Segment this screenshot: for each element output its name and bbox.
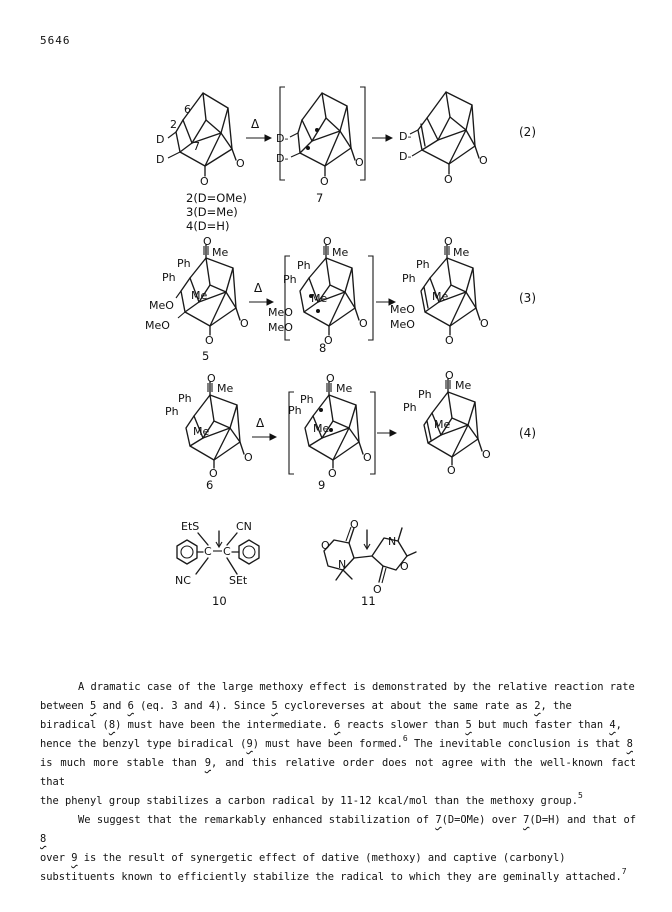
compound-11-number: 11 <box>361 594 376 608</box>
compound-10-structure <box>175 520 259 587</box>
svg-text:Ph: Ph <box>162 271 176 284</box>
eq2-num-7: 7 <box>193 140 200 153</box>
svg-text:O: O <box>324 334 333 347</box>
compound-9-number: 9 <box>318 478 326 492</box>
eq3-reactant <box>145 235 249 347</box>
eq4-heat-symbol: Δ <box>256 416 265 430</box>
svg-text:CN: CN <box>236 520 252 533</box>
page-number: 5646 <box>40 34 71 47</box>
svg-text:MeO: MeO <box>390 303 415 316</box>
paragraph-1-line-2: between 5 and 6 (eq. 3 and 4). Since 5 cycloreverses at about the same rate as 2, the <box>40 700 572 712</box>
svg-text:O: O <box>479 154 488 167</box>
svg-text:MeO: MeO <box>268 306 293 319</box>
eq4-intermediate <box>288 372 375 480</box>
paragraph-1-line-3: biradical (8) must have been the intermediate. 6 reacts slower than 5 but much faster than 4, <box>40 719 622 731</box>
eq2-o-right: O <box>236 157 245 170</box>
svg-text:SEt: SEt <box>229 574 248 587</box>
compound-8-number: 8 <box>319 341 327 355</box>
svg-text:O: O <box>203 235 212 248</box>
compound-4-caption: 4(D=H) <box>186 219 230 233</box>
svg-text:Ph: Ph <box>288 404 302 417</box>
svg-text:Ph: Ph <box>178 392 192 405</box>
eq4-label: (4) <box>519 426 536 440</box>
svg-text:Me: Me <box>311 292 328 305</box>
paragraph-2-line-1: We suggest that the remarkably enhanced stabilization of 7(D=OMe) over 7(D=H) and that of 8 <box>40 814 636 845</box>
svg-text:O: O <box>359 317 368 330</box>
eq2-label: (2) <box>519 125 536 139</box>
svg-text:Me: Me <box>455 379 472 392</box>
compound-2-caption: 2(D=OMe) <box>186 191 247 205</box>
eq2-prod-d-top: D- <box>399 130 412 143</box>
svg-text:MeO: MeO <box>145 319 170 332</box>
eq2-num-2: 2 <box>170 118 177 131</box>
svg-text:Ph: Ph <box>416 258 430 271</box>
svg-text:O: O <box>240 317 249 330</box>
svg-text:MeO: MeO <box>390 318 415 331</box>
svg-text:O: O <box>321 539 330 552</box>
svg-text:Me: Me <box>332 246 349 259</box>
eq2-d-top: D <box>156 133 165 146</box>
eq2-o-bottom: O <box>200 175 209 188</box>
svg-text:N: N <box>388 535 397 548</box>
svg-text:Me: Me <box>434 418 451 431</box>
svg-text:O: O <box>373 583 382 596</box>
eq4-reactant <box>165 372 253 480</box>
compound-6-number: 6 <box>206 478 214 492</box>
eq2-int-d-bot: D- <box>276 152 289 165</box>
compound-7-number: 7 <box>316 191 324 205</box>
eq3-product <box>390 235 489 347</box>
eq2-prod-d-bot: D- <box>399 150 412 163</box>
svg-text:Me: Me <box>336 382 353 395</box>
svg-text:O: O <box>447 464 456 477</box>
paragraph-1-line-5: is much more stable than 9, and this relative order does not agree with the well-known fact that <box>40 757 636 788</box>
svg-text:Me: Me <box>193 425 210 438</box>
svg-text:EtS: EtS <box>181 520 200 533</box>
svg-text:O: O <box>363 451 372 464</box>
svg-text:O: O <box>482 448 491 461</box>
svg-text:O: O <box>350 518 359 531</box>
eq3-intermediate <box>268 235 373 347</box>
svg-text:O: O <box>326 372 335 385</box>
svg-text:O: O <box>209 467 218 480</box>
compound-3-caption: 3(D=Me) <box>186 205 238 219</box>
svg-text:Me: Me <box>432 290 449 303</box>
svg-text:Ph: Ph <box>418 388 432 401</box>
svg-text:O: O <box>400 560 409 573</box>
svg-text:NC: NC <box>175 574 191 587</box>
eq3-heat-symbol: Δ <box>254 281 263 295</box>
svg-text:O: O <box>205 334 214 347</box>
compound-5-number: 5 <box>202 349 210 363</box>
eq2-product <box>399 92 488 186</box>
svg-text:Me: Me <box>217 382 234 395</box>
svg-text:Ph: Ph <box>402 272 416 285</box>
svg-text:O: O <box>480 317 489 330</box>
eq2-d-bot: D <box>156 153 165 166</box>
compound-11-structure <box>321 518 416 596</box>
svg-text:Ph: Ph <box>165 405 179 418</box>
paragraph-2-line-2: over 9 is the result of synergetic effect of dative (methoxy) and captive (carbonyl) <box>40 852 566 864</box>
svg-text:O: O <box>355 156 364 169</box>
paragraph-1-line-4: hence the benzyl type biradical (9) must have been formed.$^6$ The inevitable conclusion is that 8 <box>40 734 633 750</box>
svg-text:Me: Me <box>212 246 229 259</box>
svg-text:Ph: Ph <box>300 393 314 406</box>
svg-text:O: O <box>323 235 332 248</box>
eq4-product <box>403 369 491 477</box>
svg-text:O: O <box>320 175 329 188</box>
body-text <box>40 678 636 887</box>
eq2-intermediate <box>276 87 365 188</box>
svg-text:O: O <box>445 334 454 347</box>
svg-text:Ph: Ph <box>403 401 417 414</box>
eq2-int-d-top: D- <box>276 132 289 145</box>
svg-text:MeO: MeO <box>149 299 174 312</box>
svg-text:Me: Me <box>313 422 330 435</box>
paragraph-1-line-6: the phenyl group stabilizes a carbon radical by 11-12 kcal/mol than the methoxy group.$^5$ <box>40 791 583 807</box>
svg-text:MeO: MeO <box>268 321 293 334</box>
eq2-heat-symbol: Δ <box>251 117 260 131</box>
paragraph-1-line-1: A dramatic case of the large methoxy effect is demonstrated by the relative reaction rate <box>78 681 635 693</box>
svg-text:O: O <box>328 467 337 480</box>
svg-text:O: O <box>207 372 216 385</box>
svg-text:O: O <box>244 451 253 464</box>
svg-text:O: O <box>444 235 453 248</box>
svg-text:N: N <box>338 558 347 571</box>
svg-text:Me: Me <box>453 246 470 259</box>
svg-text:O: O <box>444 173 453 186</box>
svg-text:O: O <box>445 369 454 382</box>
eq3-label: (3) <box>519 291 536 305</box>
svg-text:C: C <box>204 545 212 558</box>
eq2-num-6: 6 <box>184 103 191 116</box>
eq2-reactant <box>156 93 245 188</box>
svg-text:Me: Me <box>191 289 208 302</box>
svg-text:C: C <box>223 545 231 558</box>
svg-text:Ph: Ph <box>297 259 311 272</box>
paragraph-2-line-3: substituents known to efficiently stabilize the radical to which they are geminally attached.$^7$ <box>40 867 627 883</box>
svg-text:Ph: Ph <box>283 273 297 286</box>
compound-10-number: 10 <box>212 594 227 608</box>
svg-text:Ph: Ph <box>177 257 191 270</box>
